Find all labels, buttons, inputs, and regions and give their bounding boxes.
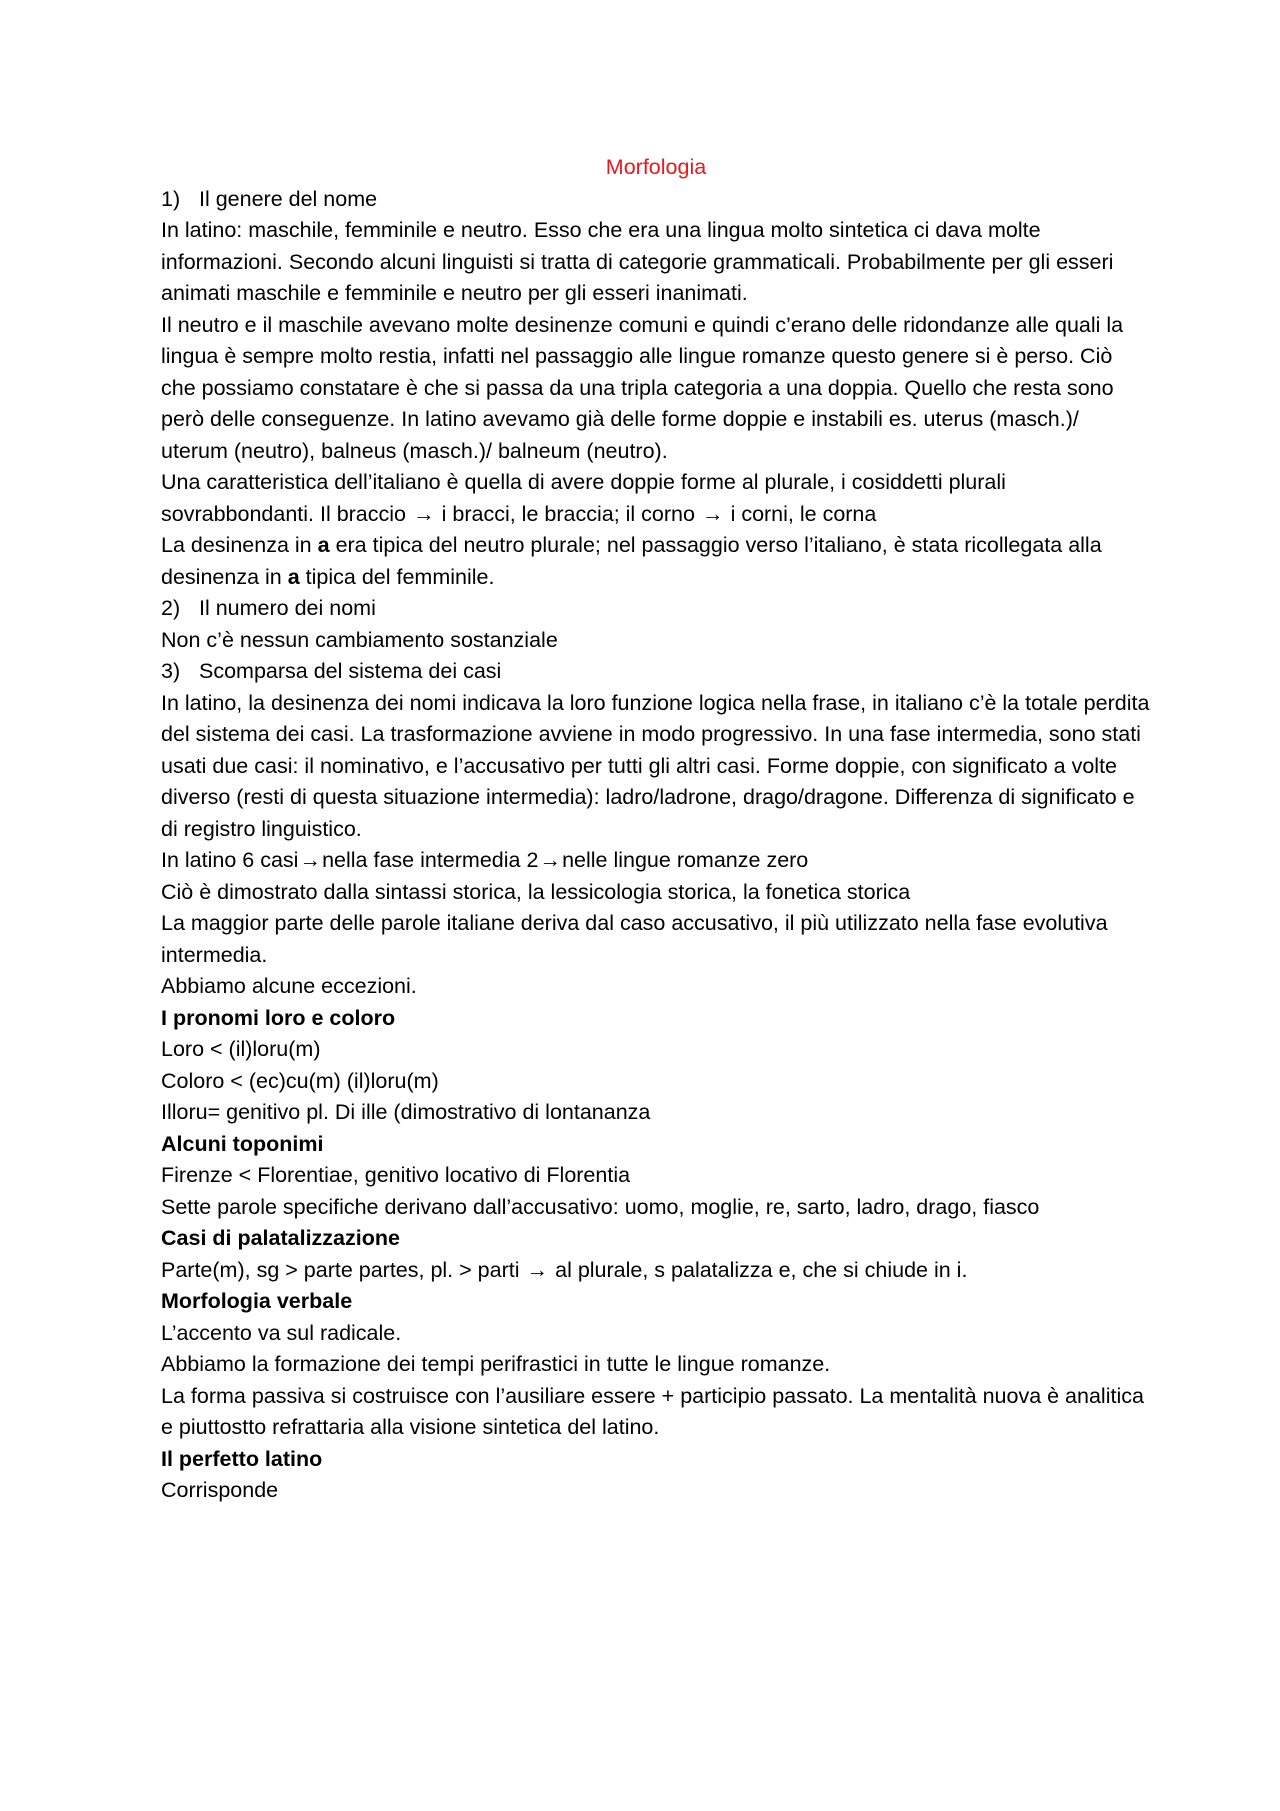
section-heading-pronomi: I pronomi loro e coloro	[161, 1005, 396, 1030]
paragraph: In latino: maschile, femminile e neutro. Esso che era una lingua molto sintetica ci dava molte informazioni. Secondo alcuni linguisti si tratta di categorie grammaticali. Probabilmente per gli esseri animati maschile e femminile e neutro per gli esseri inanimati.	[161, 218, 1114, 305]
paragraph: Coloro < (ec)cu(m) (il)loru(m)	[161, 1068, 439, 1093]
paragraph	[161, 467, 1151, 530]
paragraph: Abbiamo la formazione dei tempi perifrastici in tutte le lingue romanze.	[161, 1352, 831, 1376]
text-run: Parte(m), sg > parte partes, pl. > parti	[161, 1257, 520, 1282]
section-heading-verbale: Morfologia verbale	[161, 1289, 353, 1313]
paragraph: La forma passiva si costruisce con l’ausiliare essere + participio passato. La mentalità nuova è analitica e piuttostto refrattaria alla visione sintetica del latino.	[161, 1383, 1144, 1439]
list-item-casi	[161, 656, 1151, 688]
list-item-genere	[161, 184, 1151, 216]
paragraph: Firenze < Florentiae, genitivo locativo di Florentia	[161, 1163, 631, 1187]
document-page	[161, 152, 1151, 1507]
section-heading-numero: Il numero dei nomi	[199, 596, 376, 620]
text-run: nella fase intermedia 2	[322, 848, 539, 872]
text-run: La desinenza in	[161, 533, 312, 557]
bold-text: a	[287, 564, 300, 589]
text-run: nelle lingue romanze zero	[562, 848, 809, 872]
paragraph: Loro < (il)loru(m)	[161, 1037, 321, 1061]
arrow-right-icon: →	[539, 848, 561, 872]
paragraph	[161, 845, 1151, 877]
text-run: era tipica del neutro plurale; nel passaggio verso l’italiano, è stata ricollegata alla desinenza in	[161, 533, 1102, 589]
section-heading-perfetto: Il perfetto latino	[161, 1446, 323, 1471]
paragraph: Il neutro e il maschile avevano molte desinenze comuni e quindi c’erano delle ridondanze alle quali la lingua è sempre molto restia, infatti nel passaggio alle lingue romanze questo genere si è perso. Ciò che possiamo constatare è che si passa da una tripla categoria a una doppia. Quello che resta sono però delle conseguenze. In latino avevamo già delle forme doppie e instabili es. uterus (masch.)/ uterum (neutro), balneus (masch.)/ balneum (neutro).	[161, 312, 1124, 463]
paragraph: La maggior parte delle parole italiane deriva dal caso accusativo, il più utilizzato nella fase evolutiva intermedia.	[161, 911, 1108, 967]
paragraph	[161, 530, 1151, 593]
paragraph: Ciò è dimostrato dalla sintassi storica, la lessicologia storica, la fonetica storica	[161, 879, 911, 904]
page-title: Morfologia	[605, 155, 707, 179]
text-run: tipica del femminile.	[305, 564, 495, 589]
paragraph: Sette parole specifiche derivano dall’accusativo: uomo, moglie, re, sarto, ladro, drago, fiasco	[161, 1194, 1040, 1219]
list-number: 3)	[161, 659, 181, 683]
list-number: 2)	[161, 596, 181, 620]
text-run: i bracci, le braccia; il corno	[441, 501, 695, 526]
section-heading-genere: Il genere del nome	[199, 186, 378, 211]
text-run: al plurale, s palatalizza e, che si chiude in i.	[555, 1257, 968, 1282]
paragraph: Illoru= genitivo pl. Di ille (dimostrativo di lontananza	[161, 1100, 651, 1124]
arrow-right-icon: →	[413, 501, 435, 526]
list-item-numero	[161, 593, 1151, 625]
text-run: Una caratteristica dell’italiano è quella di avere doppie forme al plurale, i cosiddetti plurali sovrabbondanti. Il braccio	[161, 470, 1006, 526]
section-heading-casi: Scomparsa del sistema dei casi	[199, 659, 502, 683]
section-heading-palatalizzazione: Casi di palatalizzazione	[161, 1226, 400, 1250]
text-run: i corni, le corna	[730, 501, 877, 526]
text-run: In latino 6 casi	[161, 848, 299, 872]
paragraph: Abbiamo alcune eccezioni.	[161, 974, 417, 998]
paragraph	[161, 1255, 1151, 1287]
list-number: 1)	[161, 186, 181, 211]
arrow-right-icon: →	[299, 848, 322, 872]
paragraph: In latino, la desinenza dei nomi indicava la loro funzione logica nella frase, in italiano c’è la totale perdita del sistema dei casi. La trasformazione avviene in modo progressivo. In una fase intermedia, sono stati usati due casi: il nominativo, e l’accusativo per tutti gli altri casi. Forme doppie, con significato a volte diverso (resti di questa situazione intermedia): ladro/ladrone, drago/dragone. Differenza di significato e di registro linguistico.	[161, 690, 1150, 841]
section-heading-toponimi: Alcuni toponimi	[161, 1131, 324, 1156]
arrow-right-icon: →	[526, 1257, 549, 1282]
paragraph: Corrisponde	[161, 1478, 279, 1502]
bold-text: a	[317, 533, 330, 557]
paragraph: L’accento va sul radicale.	[161, 1320, 402, 1345]
arrow-right-icon: →	[702, 501, 724, 526]
paragraph: Non c’è nessun cambiamento sostanziale	[161, 627, 558, 652]
